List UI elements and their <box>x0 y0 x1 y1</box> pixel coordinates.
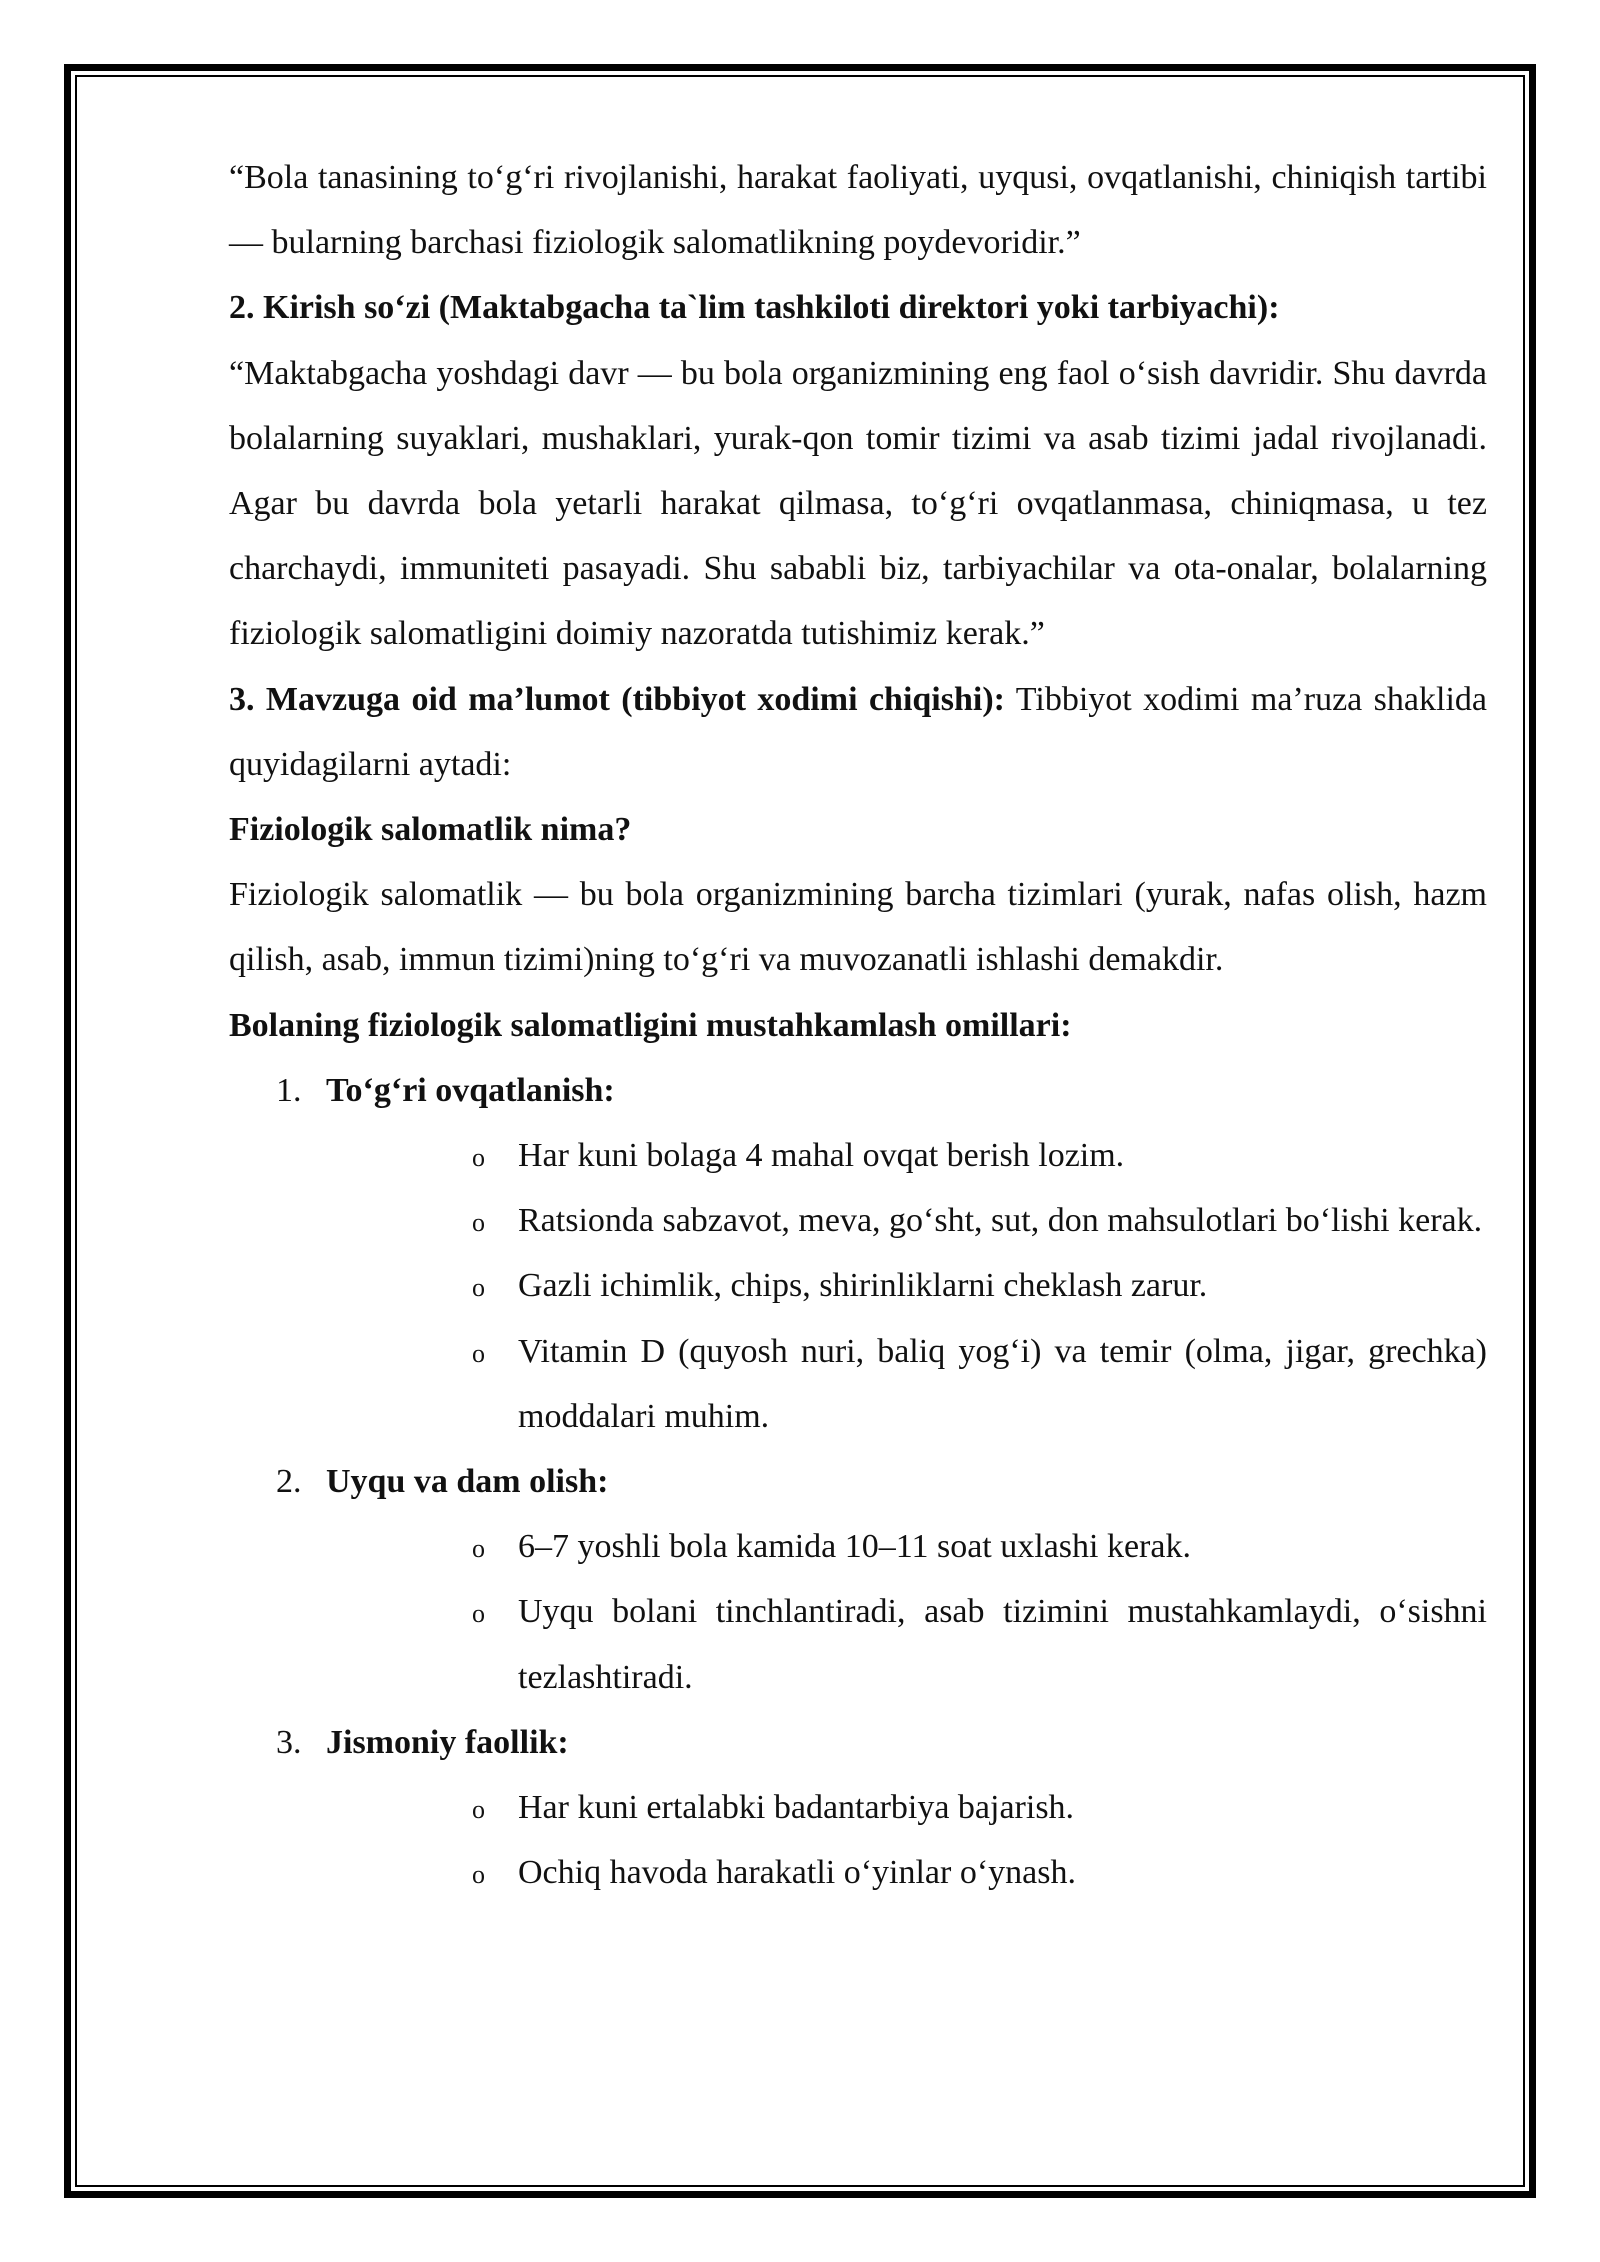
list-item-text: Uyqu bolani tinchlantiradi, asab tizimini mustahkamlaydi, o‘sishni tezlashtiradi. <box>518 1593 1487 1696</box>
definition-heading: Fiziologik salomatlik nima? <box>229 811 632 849</box>
section-2-heading: 2. Kirish so‘zi (Maktabgacha ta`lim tashkiloti direktori yoki tarbiyachi): <box>229 289 1280 327</box>
document-body <box>229 145 1487 1905</box>
section-3-text: Tibbiyot xodimi ma’ruza shaklida quyidagilarni aytadi: <box>229 680 1487 783</box>
list-item <box>326 1319 1487 1449</box>
list-item-text: Har kuni ertalabki badantarbiya bajarish. <box>518 1789 1075 1827</box>
list-item <box>326 1514 1487 1579</box>
section-3-heading: 3. Mavzuga oid ma’lumot (tibbiyot xodimi chiqishi): <box>229 680 1005 718</box>
list-item-text: 6–7 yoshli bola kamida 10–11 soat uxlashi kerak. <box>518 1528 1191 1566</box>
factor-title: To‘g‘ri ovqatlanish: <box>326 1071 615 1109</box>
factor-subitems <box>326 1123 1487 1449</box>
section-3-paragraph <box>229 667 1487 797</box>
factor-item <box>229 1710 1487 1906</box>
factors-heading: Bolaning fiziologik salomatligini mustahkamlash omillari: <box>229 1006 1072 1044</box>
list-item <box>326 1123 1487 1188</box>
list-item-text: Ratsionda sabzavot, meva, go‘sht, sut, don mahsulotlari bo‘lishi kerak. <box>518 1202 1483 1240</box>
factor-item <box>229 1449 1487 1710</box>
list-item-text: Ochiq havoda harakatli o‘yinlar o‘ynash. <box>518 1854 1076 1892</box>
factor-subitems <box>326 1514 1487 1710</box>
bullet-icon: o <box>472 1208 485 1238</box>
factor-number: 2. <box>276 1463 302 1501</box>
factors-list <box>229 1058 1487 1906</box>
bullet-icon: o <box>472 1860 485 1890</box>
definition-text: Fiziologik salomatlik — bu bola organizmining barcha tizimlari (yurak, nafas olish, hazm qilish, asab, immun tizimi)ning to‘g‘ri va muvozanatli ishlashi demakdir. <box>229 876 1487 979</box>
intro-quote: “Bola tanasining to‘g‘ri rivojlanishi, harakat faoliyati, uyqusi, ovqatlanishi, chiniqish tartibi — bularning barchasi fiziologik salomatlikning poydevoridir.” <box>229 159 1487 262</box>
factor-number: 1. <box>276 1071 302 1109</box>
list-item <box>326 1253 1487 1318</box>
factor-title: Jismoniy faollik: <box>326 1723 569 1761</box>
section-2-text: “Maktabgacha yoshdagi davr — bu bola organizmining eng faol o‘sish davridir. Shu davrda bolalarning suyaklari, mushaklari, yurak-qon tomir tizimi va asab tizimi jadal rivojlanadi. Agar bu davrda bola yetarli harakat qilmasa, to‘g‘ri ovqatlanmasa, chiniqmasa, u tez charchaydi, immuniteti pasayadi. Shu sababli biz, tarbiyachilar va ota-onalar, bolalarning fiziologik salomatligini doimiy nazoratda tutishimiz kerak.” <box>229 354 1487 653</box>
factor-subitems <box>326 1775 1487 1905</box>
bullet-icon: o <box>472 1599 485 1629</box>
list-item <box>326 1579 1487 1709</box>
list-item-text: Gazli ichimlik, chips, shirinliklarni cheklash zarur. <box>518 1267 1208 1305</box>
factor-title: Uyqu va dam olish: <box>326 1463 609 1501</box>
factor-item <box>229 1058 1487 1449</box>
bullet-icon: o <box>472 1273 485 1303</box>
list-item <box>326 1840 1487 1905</box>
list-item-text: Vitamin D (quyosh nuri, baliq yog‘i) va temir (olma, jigar, grechka) moddalari muhim. <box>518 1332 1487 1435</box>
bullet-icon: o <box>472 1338 485 1368</box>
bullet-icon: o <box>472 1795 485 1825</box>
bullet-icon: o <box>472 1534 485 1564</box>
list-item <box>326 1188 1487 1253</box>
list-item-text: Har kuni bolaga 4 mahal ovqat berish lozim. <box>518 1137 1125 1175</box>
list-item <box>326 1775 1487 1840</box>
factor-number: 3. <box>276 1723 302 1761</box>
bullet-icon: o <box>472 1143 485 1173</box>
